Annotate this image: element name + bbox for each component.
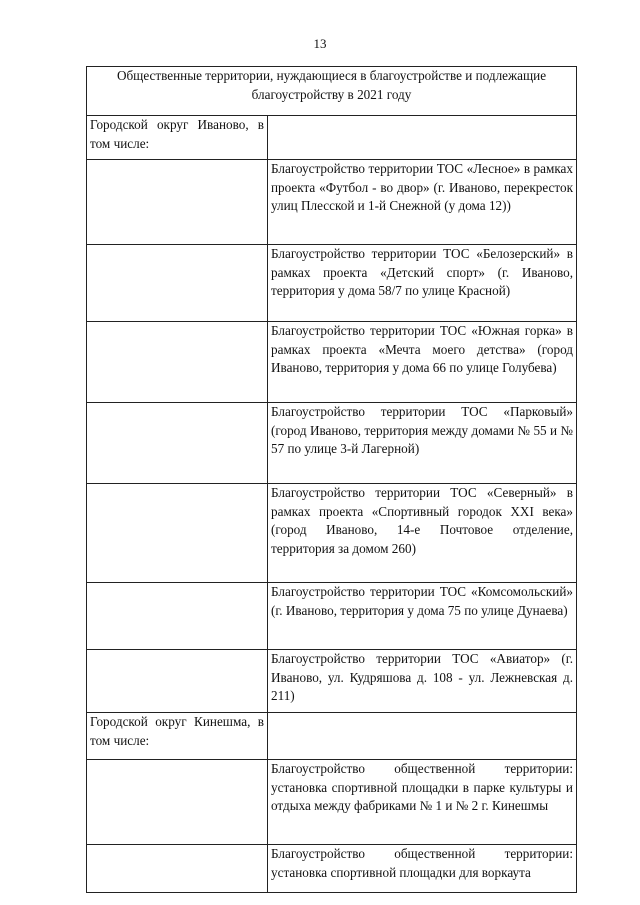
table-body xyxy=(87,67,577,893)
item-cell: Благоустройство территории ТОС «Южная горка» в рамках проекта «Мечта моего детства» (город Иваново, территория у дома 66 по улице Голубева) xyxy=(268,322,577,403)
empty-cell xyxy=(87,245,268,322)
district-cell: Городской округ Кинешма, в том числе: xyxy=(87,713,268,760)
empty-cell xyxy=(268,713,577,760)
item-cell: Благоустройство территории ТОС «Парковый» (город Иваново, территория между домами № 55 и № 57 по улице 3-й Лагерной) xyxy=(268,403,577,484)
item-cell: Благоустройство общественной территории: установка спортивной площадки в парке культуры и отдыха между фабриками № 1 и № 2 г. Кинешмы xyxy=(268,760,577,845)
table-row xyxy=(87,160,577,245)
item-cell: Благоустройство территории ТОС «Северный» в рамках проекта «Спортивный городок XXI века» (город Иваново, 14-е Почтовое отделение, территория за домом 260) xyxy=(268,484,577,583)
table-row xyxy=(87,245,577,322)
table-row xyxy=(87,403,577,484)
table-row xyxy=(87,760,577,845)
empty-cell xyxy=(87,845,268,893)
table-row xyxy=(87,713,577,760)
table-header-row xyxy=(87,67,577,116)
empty-cell xyxy=(268,116,577,160)
table-row xyxy=(87,116,577,160)
table-row xyxy=(87,322,577,403)
territories-table xyxy=(86,66,577,893)
item-cell: Благоустройство территории ТОС «Авиатор» (г. Иваново, ул. Кудряшова д. 108 - ул. Лежневская д. 211) xyxy=(268,650,577,713)
empty-cell xyxy=(87,484,268,583)
item-cell: Благоустройство общественной территории: установка спортивной площадки для воркаута xyxy=(268,845,577,893)
empty-cell xyxy=(87,583,268,650)
table-row xyxy=(87,650,577,713)
empty-cell xyxy=(87,322,268,403)
table-row xyxy=(87,484,577,583)
page-number: 13 xyxy=(313,36,327,51)
empty-cell xyxy=(87,160,268,245)
district-cell: Городской округ Иваново, в том числе: xyxy=(87,116,268,160)
table-header-cell: Общественные территории, нуждающиеся в благоустройстве и подлежащие благоустройству в 2021 году xyxy=(87,67,577,116)
empty-cell xyxy=(87,760,268,845)
item-cell: Благоустройство территории ТОС «Белозерский» в рамках проекта «Детский спорт» (г. Иваново, территория у дома 58/7 по улице Красной) xyxy=(268,245,577,322)
item-cell: Благоустройство территории ТОС «Лесное» в рамках проекта «Футбол - во двор» (г. Иваново, перекресток улиц Плесской и 1-й Снежной (у дома 12)) xyxy=(268,160,577,245)
table-row xyxy=(87,583,577,650)
empty-cell xyxy=(87,403,268,484)
table-row xyxy=(87,845,577,893)
empty-cell xyxy=(87,650,268,713)
item-cell: Благоустройство территории ТОС «Комсомольский» (г. Иваново, территория у дома 75 по улице Дунаева) xyxy=(268,583,577,650)
